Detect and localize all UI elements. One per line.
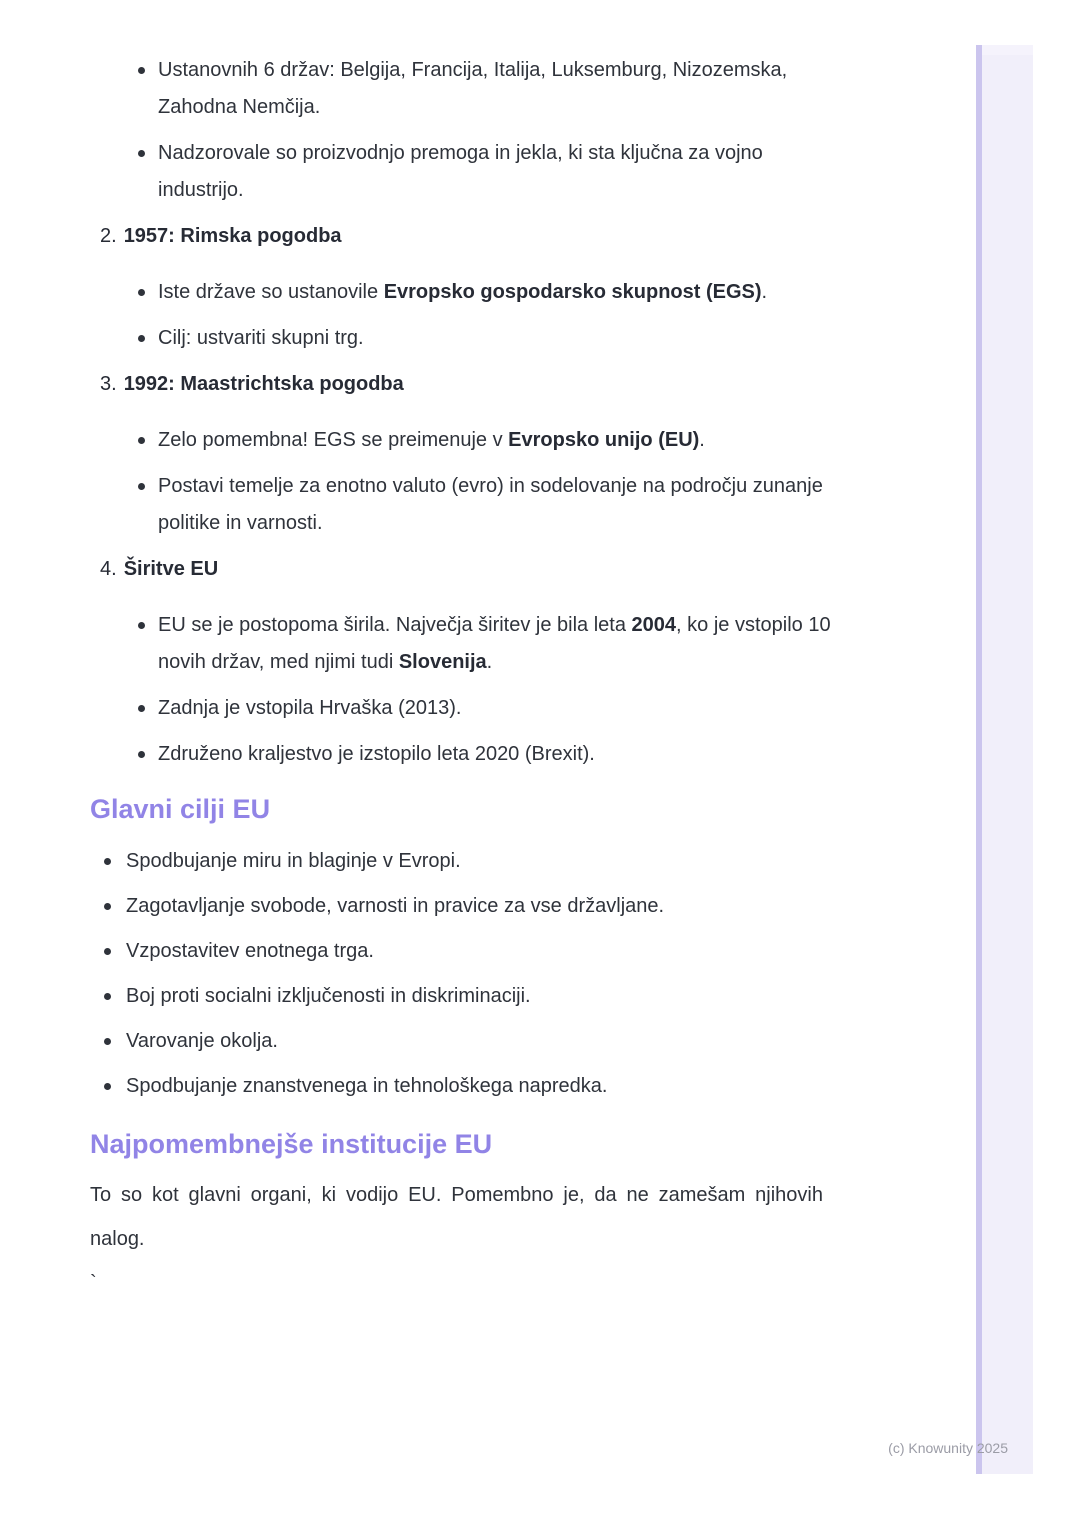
bullet-item: Spodbujanje znanstvenega in tehnološkega napredka.: [90, 1068, 835, 1105]
timeline-item-maastricht-treaty: [90, 366, 835, 542]
founding-bullet-list: [90, 52, 835, 209]
timeline-item-enlargements: [90, 551, 835, 773]
bullet-item: Varovanje okolja.: [90, 1023, 835, 1060]
bullet-item: Spodbujanje miru in blaginje v Evropi.: [90, 843, 835, 880]
numbered-item-title: [90, 366, 835, 403]
page-margin-strip: [976, 45, 1033, 1474]
stray-backtick-character: `: [90, 1272, 97, 1294]
bullet-item: Postavi temelje za enotno valuto (evro) in sodelovanje na področju zunanje politike in varnosti.: [90, 468, 835, 542]
list-number: 3.: [100, 373, 117, 395]
bullet-item: Nadzorovale so proizvodnjo premoga in jekla, ki sta ključna za vojno industrijo.: [90, 135, 835, 209]
bullet-item: Združeno kraljestvo je izstopilo leta 2020 (Brexit).: [90, 736, 835, 773]
section-heading-goals: Glavni cilji EU: [90, 794, 271, 824]
document-content: [90, 0, 835, 1302]
bullet-item: Zadnja je vstopila Hrvaška (2013).: [90, 690, 835, 727]
bullet-item: Zelo pomembna! EGS se preimenuje v Evropsko unijo (EU).: [90, 422, 835, 459]
timeline-title-text: 1992: Maastrichtska pogodba: [123, 373, 404, 395]
copyright-notice: (c) Knowunity 2025: [888, 1440, 1008, 1456]
institutions-intro-paragraph: To so kot glavni organi, ki vodijo EU. Pomembno je, da ne zamešam njihovih nalog.: [90, 1184, 823, 1250]
timeline-title-text: Širitve EU: [123, 558, 219, 580]
timeline-sub-list: [90, 274, 835, 357]
section-heading-institutions: Najpomembnejše institucije EU: [90, 1129, 493, 1159]
numbered-item-title: [90, 218, 835, 255]
timeline-sub-list: [90, 607, 835, 773]
bullet-item: Boj proti socialni izključenosti in diskriminaciji.: [90, 978, 835, 1015]
bullet-item: Iste države so ustanovile Evropsko gospodarsko skupnost (EGS).: [90, 274, 835, 311]
bullet-item: Zagotavljanje svobode, varnosti in pravice za vse državljane.: [90, 888, 835, 925]
timeline-item-rome-treaty: [90, 218, 835, 357]
bullet-item: EU se je postopoma širila. Največja širitev je bila leta 2004, ko je vstopilo 10 novih držav, med njimi tudi Slovenija.: [90, 607, 835, 681]
goals-bullet-list: [90, 843, 835, 1105]
timeline-title-text: 1957: Rimska pogodba: [123, 225, 342, 247]
list-number: 4.: [100, 558, 117, 580]
timeline-sub-list: [90, 422, 835, 542]
bullet-item: Cilj: ustvariti skupni trg.: [90, 320, 835, 357]
bullet-item: Ustanovnih 6 držav: Belgija, Francija, Italija, Luksemburg, Nizozemska, Zahodna Nemčija.: [90, 52, 835, 126]
numbered-item-title: [90, 551, 835, 588]
list-number: 2.: [100, 225, 117, 247]
bullet-item: Vzpostavitev enotnega trga.: [90, 933, 835, 970]
